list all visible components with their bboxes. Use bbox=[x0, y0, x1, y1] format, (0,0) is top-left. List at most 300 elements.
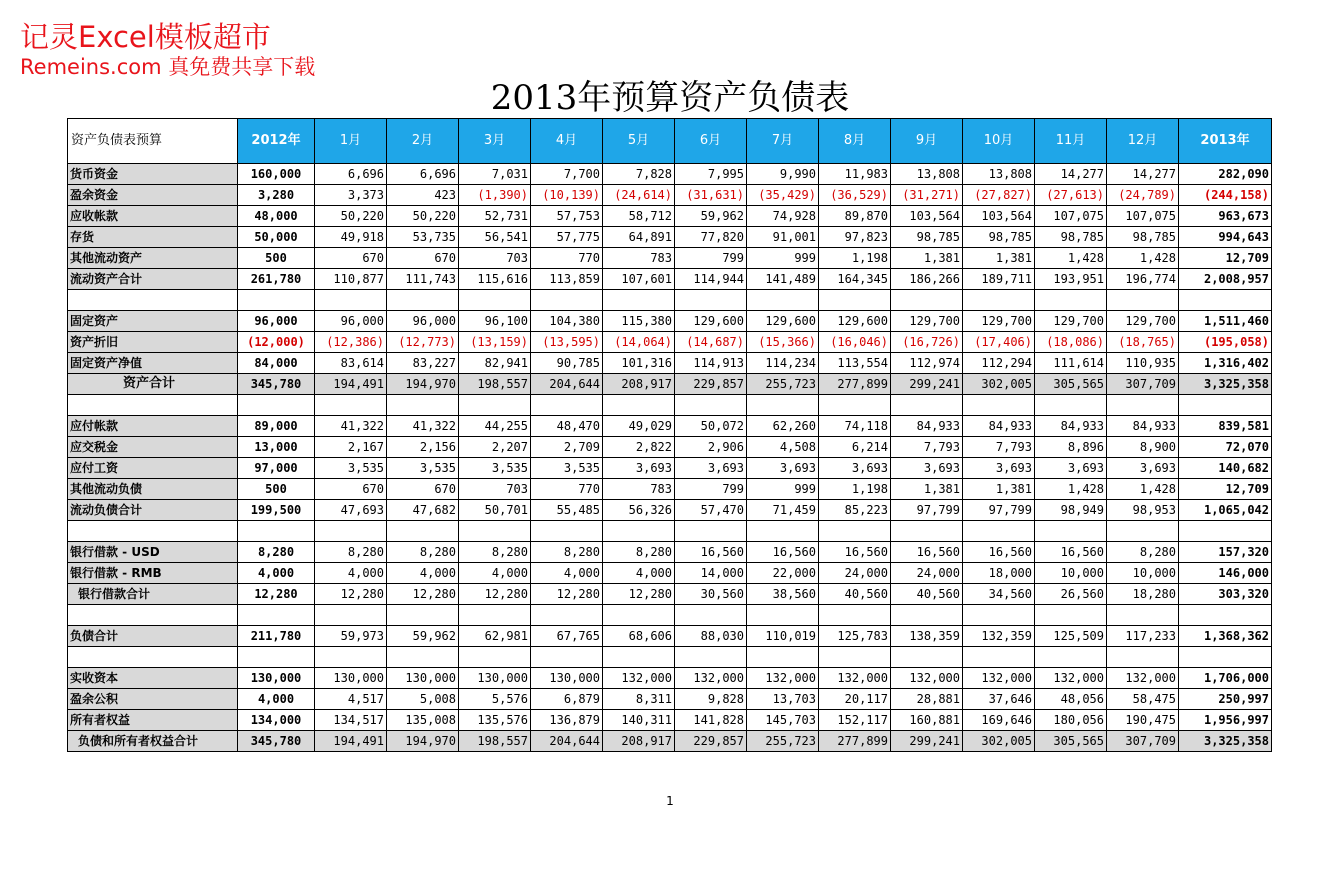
table-cell bbox=[1179, 395, 1272, 416]
table-cell: 50,220 bbox=[315, 206, 387, 227]
table-cell: 204,644 bbox=[531, 731, 603, 752]
table-cell: 103,564 bbox=[891, 206, 963, 227]
column-header: 2012年 bbox=[238, 119, 315, 164]
row-label: 银行借款 - USD bbox=[68, 542, 238, 563]
table-cell: 1,381 bbox=[891, 248, 963, 269]
table-cell: 208,917 bbox=[603, 374, 675, 395]
table-cell: 3,280 bbox=[238, 185, 315, 206]
table-cell: 71,459 bbox=[747, 500, 819, 521]
table-cell: 229,857 bbox=[675, 731, 747, 752]
table-cell: 30,560 bbox=[675, 584, 747, 605]
row-label: 存货 bbox=[68, 227, 238, 248]
table-cell: 7,793 bbox=[963, 437, 1035, 458]
table-cell bbox=[315, 521, 387, 542]
table-cell: 138,359 bbox=[891, 626, 963, 647]
table-cell: 114,944 bbox=[675, 269, 747, 290]
table-cell: 4,000 bbox=[531, 563, 603, 584]
table-cell bbox=[238, 521, 315, 542]
table-cell: 110,877 bbox=[315, 269, 387, 290]
table-cell: 132,000 bbox=[747, 668, 819, 689]
table-cell: 4,000 bbox=[315, 563, 387, 584]
table-cell bbox=[603, 521, 675, 542]
table-cell: 799 bbox=[675, 479, 747, 500]
table-cell: 303,320 bbox=[1179, 584, 1272, 605]
table-row bbox=[68, 290, 1272, 311]
table-cell: 423 bbox=[387, 185, 459, 206]
table-cell: 59,962 bbox=[675, 206, 747, 227]
table-row bbox=[68, 185, 1272, 206]
table-cell: 58,475 bbox=[1107, 689, 1179, 710]
table-cell: 3,693 bbox=[1107, 458, 1179, 479]
table-cell bbox=[1107, 647, 1179, 668]
table-cell: 8,280 bbox=[238, 542, 315, 563]
table-cell: 132,000 bbox=[963, 668, 1035, 689]
table-cell: 703 bbox=[459, 248, 531, 269]
table-cell: 302,005 bbox=[963, 731, 1035, 752]
table-cell: 8,896 bbox=[1035, 437, 1107, 458]
table-row bbox=[68, 668, 1272, 689]
table-cell: 1,428 bbox=[1035, 479, 1107, 500]
table-cell: 129,600 bbox=[747, 311, 819, 332]
table-cell: 130,000 bbox=[531, 668, 603, 689]
table-cell bbox=[459, 395, 531, 416]
table-cell: 11,983 bbox=[819, 164, 891, 185]
table-cell: 98,785 bbox=[1107, 227, 1179, 248]
table-cell: 37,646 bbox=[963, 689, 1035, 710]
table-row bbox=[68, 521, 1272, 542]
table-cell: 141,828 bbox=[675, 710, 747, 731]
table-cell: 999 bbox=[747, 479, 819, 500]
table-row bbox=[68, 584, 1272, 605]
table-cell: 24,000 bbox=[819, 563, 891, 584]
table-cell: 670 bbox=[315, 479, 387, 500]
table-cell bbox=[819, 521, 891, 542]
table-cell: 7,995 bbox=[675, 164, 747, 185]
table-cell: 13,808 bbox=[963, 164, 1035, 185]
table-row bbox=[68, 416, 1272, 437]
table-cell: 89,000 bbox=[238, 416, 315, 437]
row-label: 负债和所有者权益合计 bbox=[68, 731, 238, 752]
table-cell bbox=[387, 521, 459, 542]
table-cell: 40,560 bbox=[819, 584, 891, 605]
table-cell: 12,280 bbox=[387, 584, 459, 605]
table-cell: 3,693 bbox=[891, 458, 963, 479]
table-cell: 98,785 bbox=[1035, 227, 1107, 248]
table-cell: 41,322 bbox=[387, 416, 459, 437]
table-cell: 2,709 bbox=[531, 437, 603, 458]
table-cell bbox=[238, 290, 315, 311]
table-cell bbox=[819, 395, 891, 416]
table-cell: 8,280 bbox=[387, 542, 459, 563]
table-cell: 6,214 bbox=[819, 437, 891, 458]
table-cell: 3,535 bbox=[459, 458, 531, 479]
table-cell bbox=[675, 395, 747, 416]
corner-header: 资产负债表预算 bbox=[68, 119, 238, 164]
table-cell: 190,475 bbox=[1107, 710, 1179, 731]
table-cell: 8,280 bbox=[603, 542, 675, 563]
table-cell: 49,029 bbox=[603, 416, 675, 437]
table-cell: 57,753 bbox=[531, 206, 603, 227]
table-cell: 58,712 bbox=[603, 206, 675, 227]
table-cell: 38,560 bbox=[747, 584, 819, 605]
table-cell: 146,000 bbox=[1179, 563, 1272, 584]
table-row bbox=[68, 311, 1272, 332]
table-cell: (17,406) bbox=[963, 332, 1035, 353]
table-cell: 999 bbox=[747, 248, 819, 269]
table-cell: 2,207 bbox=[459, 437, 531, 458]
table-cell: 1,511,460 bbox=[1179, 311, 1272, 332]
table-body bbox=[68, 164, 1272, 752]
table-cell: 3,535 bbox=[531, 458, 603, 479]
table-cell bbox=[891, 290, 963, 311]
table-cell: 132,000 bbox=[1035, 668, 1107, 689]
row-label: 应交税金 bbox=[68, 437, 238, 458]
table-cell: 6,879 bbox=[531, 689, 603, 710]
table-row bbox=[68, 227, 1272, 248]
table-cell: 1,368,362 bbox=[1179, 626, 1272, 647]
table-cell: 59,962 bbox=[387, 626, 459, 647]
table-cell: 1,428 bbox=[1035, 248, 1107, 269]
table-cell: 28,881 bbox=[891, 689, 963, 710]
table-cell: 134,517 bbox=[315, 710, 387, 731]
table-cell: 1,956,997 bbox=[1179, 710, 1272, 731]
row-label: 盈余资金 bbox=[68, 185, 238, 206]
table-cell: 305,565 bbox=[1035, 731, 1107, 752]
table-cell: 1,316,402 bbox=[1179, 353, 1272, 374]
table-cell: 40,560 bbox=[891, 584, 963, 605]
table-cell: 112,294 bbox=[963, 353, 1035, 374]
table-cell: 55,485 bbox=[531, 500, 603, 521]
table-cell: 1,381 bbox=[963, 248, 1035, 269]
table-cell bbox=[315, 605, 387, 626]
table-cell: 53,735 bbox=[387, 227, 459, 248]
row-label: 其他流动资产 bbox=[68, 248, 238, 269]
table-cell: (36,529) bbox=[819, 185, 891, 206]
table-cell: 48,000 bbox=[238, 206, 315, 227]
table-cell: 14,000 bbox=[675, 563, 747, 584]
table-cell: 14,277 bbox=[1035, 164, 1107, 185]
table-row bbox=[68, 164, 1272, 185]
table-cell: 114,913 bbox=[675, 353, 747, 374]
table-cell: 97,000 bbox=[238, 458, 315, 479]
table-cell bbox=[1179, 290, 1272, 311]
table-row bbox=[68, 206, 1272, 227]
table-cell bbox=[238, 395, 315, 416]
table-cell bbox=[459, 647, 531, 668]
table-cell: 670 bbox=[387, 248, 459, 269]
table-cell: 136,879 bbox=[531, 710, 603, 731]
table-cell: 277,899 bbox=[819, 731, 891, 752]
table-cell: 91,001 bbox=[747, 227, 819, 248]
table-cell: (15,366) bbox=[747, 332, 819, 353]
table-cell bbox=[819, 290, 891, 311]
table-cell: 24,000 bbox=[891, 563, 963, 584]
row-label: 固定资产 bbox=[68, 311, 238, 332]
table-cell: 194,970 bbox=[387, 731, 459, 752]
table-cell: 110,935 bbox=[1107, 353, 1179, 374]
table-cell: (24,614) bbox=[603, 185, 675, 206]
table-cell: (14,687) bbox=[675, 332, 747, 353]
table-cell: 1,381 bbox=[891, 479, 963, 500]
row-label: 银行借款合计 bbox=[68, 584, 238, 605]
table-cell: 250,997 bbox=[1179, 689, 1272, 710]
table-cell: 4,000 bbox=[387, 563, 459, 584]
table-cell: 50,220 bbox=[387, 206, 459, 227]
table-cell: 107,601 bbox=[603, 269, 675, 290]
table-cell: 1,381 bbox=[963, 479, 1035, 500]
table-cell: 12,280 bbox=[459, 584, 531, 605]
table-cell: 110,019 bbox=[747, 626, 819, 647]
table-cell bbox=[675, 290, 747, 311]
table-cell: 22,000 bbox=[747, 563, 819, 584]
table-cell: 8,280 bbox=[315, 542, 387, 563]
table-cell: 4,000 bbox=[238, 689, 315, 710]
table-cell: 113,859 bbox=[531, 269, 603, 290]
balance-sheet-table bbox=[67, 118, 1272, 752]
table-cell: 18,280 bbox=[1107, 584, 1179, 605]
table-row bbox=[68, 563, 1272, 584]
table-cell bbox=[1035, 521, 1107, 542]
table-cell bbox=[315, 395, 387, 416]
table-cell: 8,280 bbox=[531, 542, 603, 563]
table-row bbox=[68, 395, 1272, 416]
table-cell: 1,428 bbox=[1107, 248, 1179, 269]
table-row bbox=[68, 500, 1272, 521]
table-row bbox=[68, 542, 1272, 563]
table-cell: (12,386) bbox=[315, 332, 387, 353]
row-label: 货币资金 bbox=[68, 164, 238, 185]
table-cell: 199,500 bbox=[238, 500, 315, 521]
table-cell: 1,198 bbox=[819, 248, 891, 269]
table-cell: 193,951 bbox=[1035, 269, 1107, 290]
table-cell: 8,280 bbox=[1107, 542, 1179, 563]
table-cell: 129,700 bbox=[1107, 311, 1179, 332]
column-header: 12月 bbox=[1107, 119, 1179, 164]
table-cell bbox=[747, 290, 819, 311]
table-cell: 50,000 bbox=[238, 227, 315, 248]
table-cell: (195,058) bbox=[1179, 332, 1272, 353]
table-cell: 34,560 bbox=[963, 584, 1035, 605]
table-cell: 16,560 bbox=[963, 542, 1035, 563]
table-cell bbox=[963, 605, 1035, 626]
table-cell: 2,008,957 bbox=[1179, 269, 1272, 290]
table-cell: (27,613) bbox=[1035, 185, 1107, 206]
table-cell: 9,828 bbox=[675, 689, 747, 710]
table-cell: 83,227 bbox=[387, 353, 459, 374]
table-cell: 16,560 bbox=[819, 542, 891, 563]
table-cell: 12,709 bbox=[1179, 248, 1272, 269]
table-cell: 41,322 bbox=[315, 416, 387, 437]
column-header: 9月 bbox=[891, 119, 963, 164]
table-cell: 82,941 bbox=[459, 353, 531, 374]
table-cell: (13,159) bbox=[459, 332, 531, 353]
table-cell: 1,706,000 bbox=[1179, 668, 1272, 689]
table-cell: 111,614 bbox=[1035, 353, 1107, 374]
table-row bbox=[68, 458, 1272, 479]
table-cell: 16,560 bbox=[675, 542, 747, 563]
table-cell bbox=[1179, 605, 1272, 626]
table-cell: 49,918 bbox=[315, 227, 387, 248]
table-cell: 62,981 bbox=[459, 626, 531, 647]
table-cell: 194,970 bbox=[387, 374, 459, 395]
table-cell: 196,774 bbox=[1107, 269, 1179, 290]
table-cell: 963,673 bbox=[1179, 206, 1272, 227]
table-cell bbox=[459, 521, 531, 542]
table-cell: 164,345 bbox=[819, 269, 891, 290]
table-cell: 198,557 bbox=[459, 374, 531, 395]
table-row bbox=[68, 374, 1272, 395]
column-header: 10月 bbox=[963, 119, 1035, 164]
table-cell bbox=[675, 521, 747, 542]
table-cell: 96,000 bbox=[238, 311, 315, 332]
table-cell: 130,000 bbox=[315, 668, 387, 689]
table-cell bbox=[963, 395, 1035, 416]
table-cell bbox=[459, 290, 531, 311]
table-cell: 135,576 bbox=[459, 710, 531, 731]
table-cell: 68,606 bbox=[603, 626, 675, 647]
table-cell: 20,117 bbox=[819, 689, 891, 710]
table-cell: 7,793 bbox=[891, 437, 963, 458]
table-cell: 277,899 bbox=[819, 374, 891, 395]
table-cell: 670 bbox=[315, 248, 387, 269]
table-cell: 783 bbox=[603, 248, 675, 269]
column-header: 6月 bbox=[675, 119, 747, 164]
table-cell: 169,646 bbox=[963, 710, 1035, 731]
table-cell: 83,614 bbox=[315, 353, 387, 374]
table-cell: 16,560 bbox=[1035, 542, 1107, 563]
table-cell: 299,241 bbox=[891, 731, 963, 752]
table-cell bbox=[1035, 647, 1107, 668]
table-cell: 132,000 bbox=[675, 668, 747, 689]
table-cell: 2,156 bbox=[387, 437, 459, 458]
row-label: 应付工资 bbox=[68, 458, 238, 479]
table-cell bbox=[747, 395, 819, 416]
table-cell bbox=[603, 647, 675, 668]
table-cell bbox=[387, 395, 459, 416]
table-cell: 13,808 bbox=[891, 164, 963, 185]
column-header: 2月 bbox=[387, 119, 459, 164]
watermark-title: 记灵Excel模板超市 bbox=[20, 20, 271, 54]
table-cell: 160,881 bbox=[891, 710, 963, 731]
table-cell: 134,000 bbox=[238, 710, 315, 731]
table-cell bbox=[963, 290, 1035, 311]
table-cell: (31,271) bbox=[891, 185, 963, 206]
table-cell: (27,827) bbox=[963, 185, 1035, 206]
table-cell: 204,644 bbox=[531, 374, 603, 395]
table-cell: (16,726) bbox=[891, 332, 963, 353]
column-header: 1月 bbox=[315, 119, 387, 164]
table-cell bbox=[747, 605, 819, 626]
table-cell bbox=[531, 521, 603, 542]
table-cell: 84,933 bbox=[891, 416, 963, 437]
table-row bbox=[68, 437, 1272, 458]
table-cell: 130,000 bbox=[238, 668, 315, 689]
table-cell bbox=[1035, 290, 1107, 311]
table-cell: 125,509 bbox=[1035, 626, 1107, 647]
table-cell: 3,535 bbox=[387, 458, 459, 479]
table-cell: 145,703 bbox=[747, 710, 819, 731]
table-cell bbox=[531, 290, 603, 311]
table-cell: 4,000 bbox=[238, 563, 315, 584]
table-cell: 130,000 bbox=[387, 668, 459, 689]
table-cell bbox=[675, 605, 747, 626]
table-cell: 839,581 bbox=[1179, 416, 1272, 437]
row-label: 负债合计 bbox=[68, 626, 238, 647]
table-cell: 132,000 bbox=[891, 668, 963, 689]
table-cell bbox=[819, 647, 891, 668]
table-cell: 104,380 bbox=[531, 311, 603, 332]
table-cell bbox=[531, 395, 603, 416]
table-cell: 140,311 bbox=[603, 710, 675, 731]
table-cell bbox=[891, 521, 963, 542]
row-label: 资产合计 bbox=[68, 374, 238, 395]
table-cell: 115,380 bbox=[603, 311, 675, 332]
table-cell: 57,775 bbox=[531, 227, 603, 248]
table-cell bbox=[238, 647, 315, 668]
table-cell: 302,005 bbox=[963, 374, 1035, 395]
table-cell: 799 bbox=[675, 248, 747, 269]
column-header: 3月 bbox=[459, 119, 531, 164]
table-cell: 3,325,358 bbox=[1179, 374, 1272, 395]
table-cell: 670 bbox=[387, 479, 459, 500]
table-cell: 160,000 bbox=[238, 164, 315, 185]
table-cell: 13,703 bbox=[747, 689, 819, 710]
table-cell bbox=[1107, 290, 1179, 311]
table-cell bbox=[1107, 395, 1179, 416]
column-header: 11月 bbox=[1035, 119, 1107, 164]
row-label: 所有者权益 bbox=[68, 710, 238, 731]
table-row bbox=[68, 248, 1272, 269]
table-cell bbox=[315, 647, 387, 668]
table-cell: 62,260 bbox=[747, 416, 819, 437]
table-cell: 64,891 bbox=[603, 227, 675, 248]
table-cell: 52,731 bbox=[459, 206, 531, 227]
table-cell: 2,822 bbox=[603, 437, 675, 458]
table-cell: 345,780 bbox=[238, 731, 315, 752]
table-cell: 48,056 bbox=[1035, 689, 1107, 710]
table-cell: 255,723 bbox=[747, 731, 819, 752]
table-cell: 56,541 bbox=[459, 227, 531, 248]
table-cell: 500 bbox=[238, 248, 315, 269]
table-cell: 18,000 bbox=[963, 563, 1035, 584]
page-number: 1 bbox=[666, 794, 674, 808]
table-cell bbox=[387, 605, 459, 626]
table-cell: 44,255 bbox=[459, 416, 531, 437]
table-cell: 5,008 bbox=[387, 689, 459, 710]
table-cell: 50,072 bbox=[675, 416, 747, 437]
table-cell: 84,933 bbox=[1035, 416, 1107, 437]
table-cell bbox=[675, 647, 747, 668]
table-cell bbox=[891, 605, 963, 626]
row-label: 其他流动负债 bbox=[68, 479, 238, 500]
table-cell: 74,928 bbox=[747, 206, 819, 227]
row-label: 流动负债合计 bbox=[68, 500, 238, 521]
table-cell: 770 bbox=[531, 248, 603, 269]
table-cell: 299,241 bbox=[891, 374, 963, 395]
table-cell: 3,325,358 bbox=[1179, 731, 1272, 752]
table-cell: 994,643 bbox=[1179, 227, 1272, 248]
table-cell bbox=[459, 605, 531, 626]
table-cell: 1,428 bbox=[1107, 479, 1179, 500]
row-label bbox=[68, 647, 238, 668]
table-cell: 8,900 bbox=[1107, 437, 1179, 458]
row-label: 流动资产合计 bbox=[68, 269, 238, 290]
table-cell: 8,311 bbox=[603, 689, 675, 710]
table-cell bbox=[531, 647, 603, 668]
table-cell: 3,693 bbox=[675, 458, 747, 479]
table-cell: 12,709 bbox=[1179, 479, 1272, 500]
table-cell: 1,065,042 bbox=[1179, 500, 1272, 521]
